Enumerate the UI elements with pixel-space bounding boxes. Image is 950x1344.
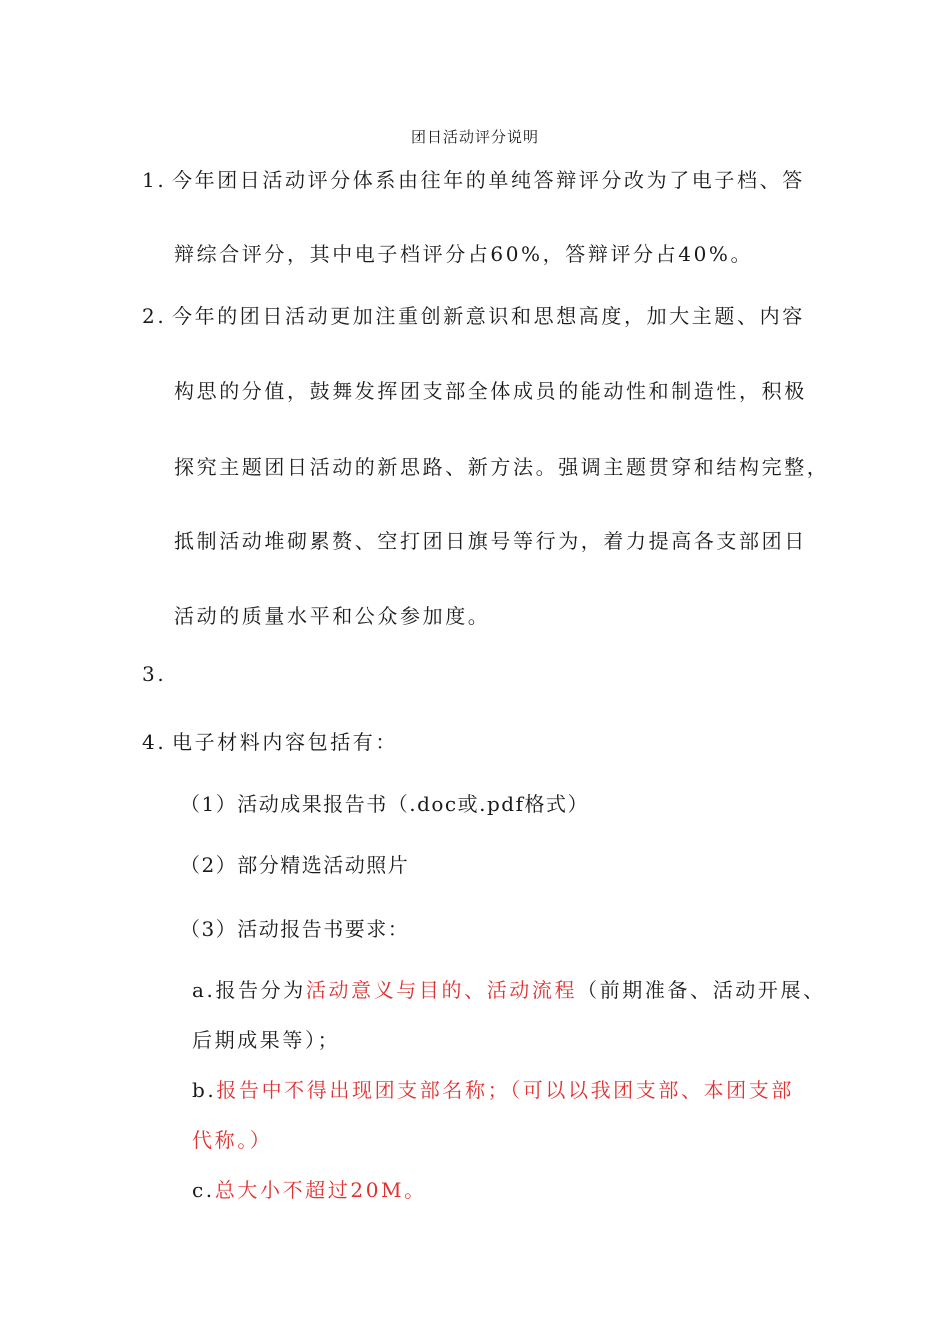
item-2-line-3: 探究主题团日活动的新思路、新方法。强调主题贯穿和结构完整，: [174, 455, 830, 479]
item-number: 2.: [142, 304, 167, 328]
item-2-line-5: 活动的质量水平和公众参加度。: [174, 604, 491, 628]
requirement-c-prefix: c.: [192, 1178, 215, 1202]
item-1-line-2: 辩综合评分，其中电子档评分占60%，答辩评分占40%。: [174, 242, 754, 266]
item-number: 3.: [142, 662, 167, 686]
item-2-line-4: 抵制活动堆砌累赘、空打团日旗号等行为，着力提高各支部团日: [174, 529, 807, 553]
item-text: 今年的团日活动更加注重创新意识和思想高度，加大主题、内容: [172, 304, 805, 328]
sub-item-2: （2）部分精选活动照片: [180, 853, 410, 877]
item-2-line-2: 构思的分值，鼓舞发挥团支部全体成员的能动性和制造性，积极: [174, 379, 807, 403]
requirement-a-highlight: 活动意义与目的、活动流程: [305, 978, 578, 1002]
item-4-line-1: [142, 726, 398, 755]
sub-item-3: （3）活动报告书要求：: [180, 917, 410, 941]
item-text: 电子材料内容包括有：: [172, 730, 398, 754]
requirement-c-line-1: [192, 1174, 427, 1203]
requirement-b-line-2: 代称。）: [192, 1128, 273, 1152]
requirement-a-prefix: a.报告分为: [192, 978, 306, 1002]
page-title: 团日活动评分说明: [410, 128, 539, 146]
item-number: 1.: [142, 168, 167, 192]
requirement-a-line-2: 后期成果等）；: [192, 1028, 341, 1052]
item-2-line-1: [142, 300, 805, 329]
item-number: 4.: [142, 730, 167, 754]
requirement-c-highlight: 总大小不超过20M。: [214, 1178, 427, 1202]
requirement-a-line-1: [192, 974, 826, 1003]
item-3-line-1: [142, 662, 172, 686]
requirement-b-line-1: [192, 1074, 794, 1103]
sub-item-1: （1）活动成果报告书（.doc或.pdf格式）: [180, 792, 589, 816]
requirement-b-prefix: b.: [192, 1078, 217, 1102]
item-text: 今年团日活动评分体系由往年的单纯答辩评分改为了电子档、答: [172, 168, 805, 192]
requirement-a-suffix: （前期准备、活动开展、: [577, 978, 826, 1002]
requirement-b-highlight: 报告中不得出现团支部名称；（可以以我团支部、本团支部: [216, 1078, 794, 1102]
item-1-line-1: [142, 164, 805, 193]
